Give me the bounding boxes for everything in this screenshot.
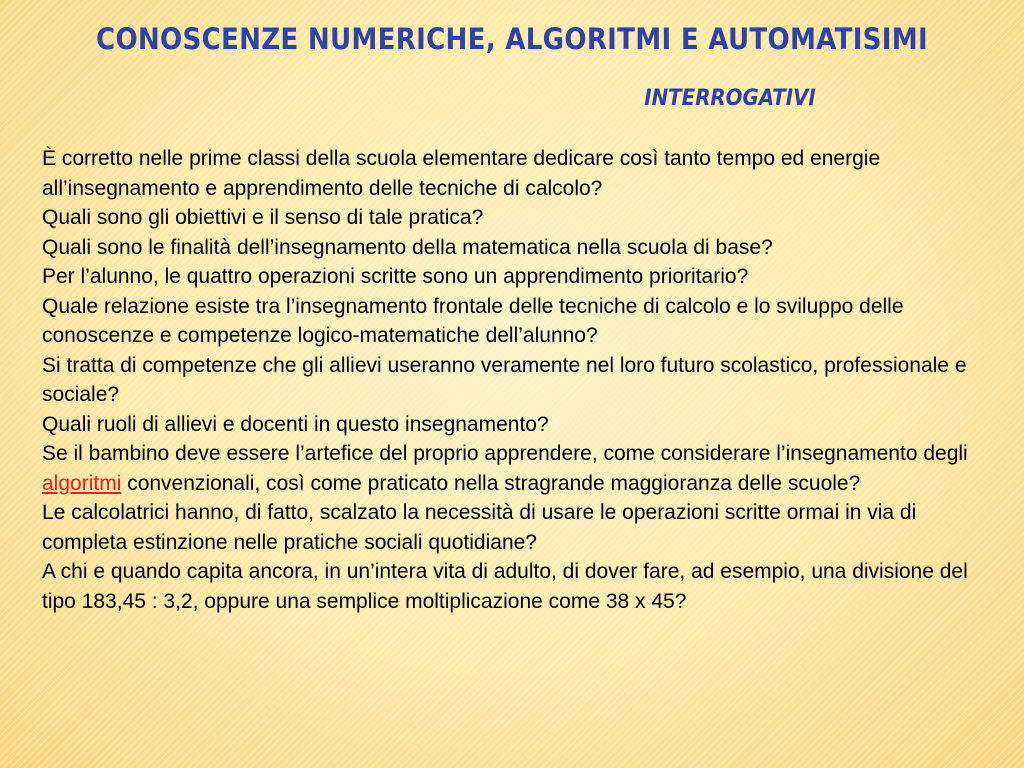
question-4: Per l’alunno, le quattro operazioni scritte sono un apprendimento prioritario?	[42, 265, 749, 288]
question-3: Quali sono le finalità dell’insegnamento della matematica nella scuola di base?	[42, 235, 773, 259]
question-2: Quali sono gli obiettivi e il senso di tale pratica?	[42, 206, 484, 229]
question-8-before: Se il bambino deve essere l’artefice del proprio apprendere, come considerare l’insegnamento degli	[42, 442, 968, 465]
question-8	[42, 439, 982, 498]
question-9: Le calcolatrici hanno, di fatto, scalzato la necessità di usare le operazioni scritte ormai in via di completa estinzione nelle pratiche sociali quotidiane?	[42, 501, 917, 554]
algoritmi-link[interactable]: algoritmi	[42, 471, 122, 495]
slide-subtitle: INTERROGATIVI	[644, 86, 816, 111]
question-7: Quali ruoli di allievi e docenti in questo insegnamento?	[42, 412, 549, 436]
question-5: Quale relazione esiste tra l’insegnamento frontale delle tecniche di calcolo e lo sviluppo delle conoscenze e competenze logico-matematiche dell’alunno?	[42, 294, 904, 347]
question-6: Si tratta di competenze che gli allievi useranno veramente nel loro futuro scolastico, professionale e sociale?	[42, 353, 967, 406]
question-8-after: convenzionali, così come praticato nella stragrande maggioranza delle scuole?	[121, 471, 861, 495]
questions-body	[42, 144, 982, 616]
slide-title: CONOSCENZE NUMERICHE, ALGORITMI E AUTOMATISIMI	[96, 22, 928, 56]
question-10: A chi e quando capita ancora, in un’intera vita di adulto, di dover fare, ad esempio, una divisione del tipo 183,45 : 3,2, oppure una semplice moltiplicazione come 38 x 45?	[42, 560, 968, 613]
question-1: È corretto nelle prime classi della scuola elementare dedicare così tanto tempo ed energie all’insegnamento e apprendimento delle tecniche di calcolo?	[42, 147, 881, 200]
